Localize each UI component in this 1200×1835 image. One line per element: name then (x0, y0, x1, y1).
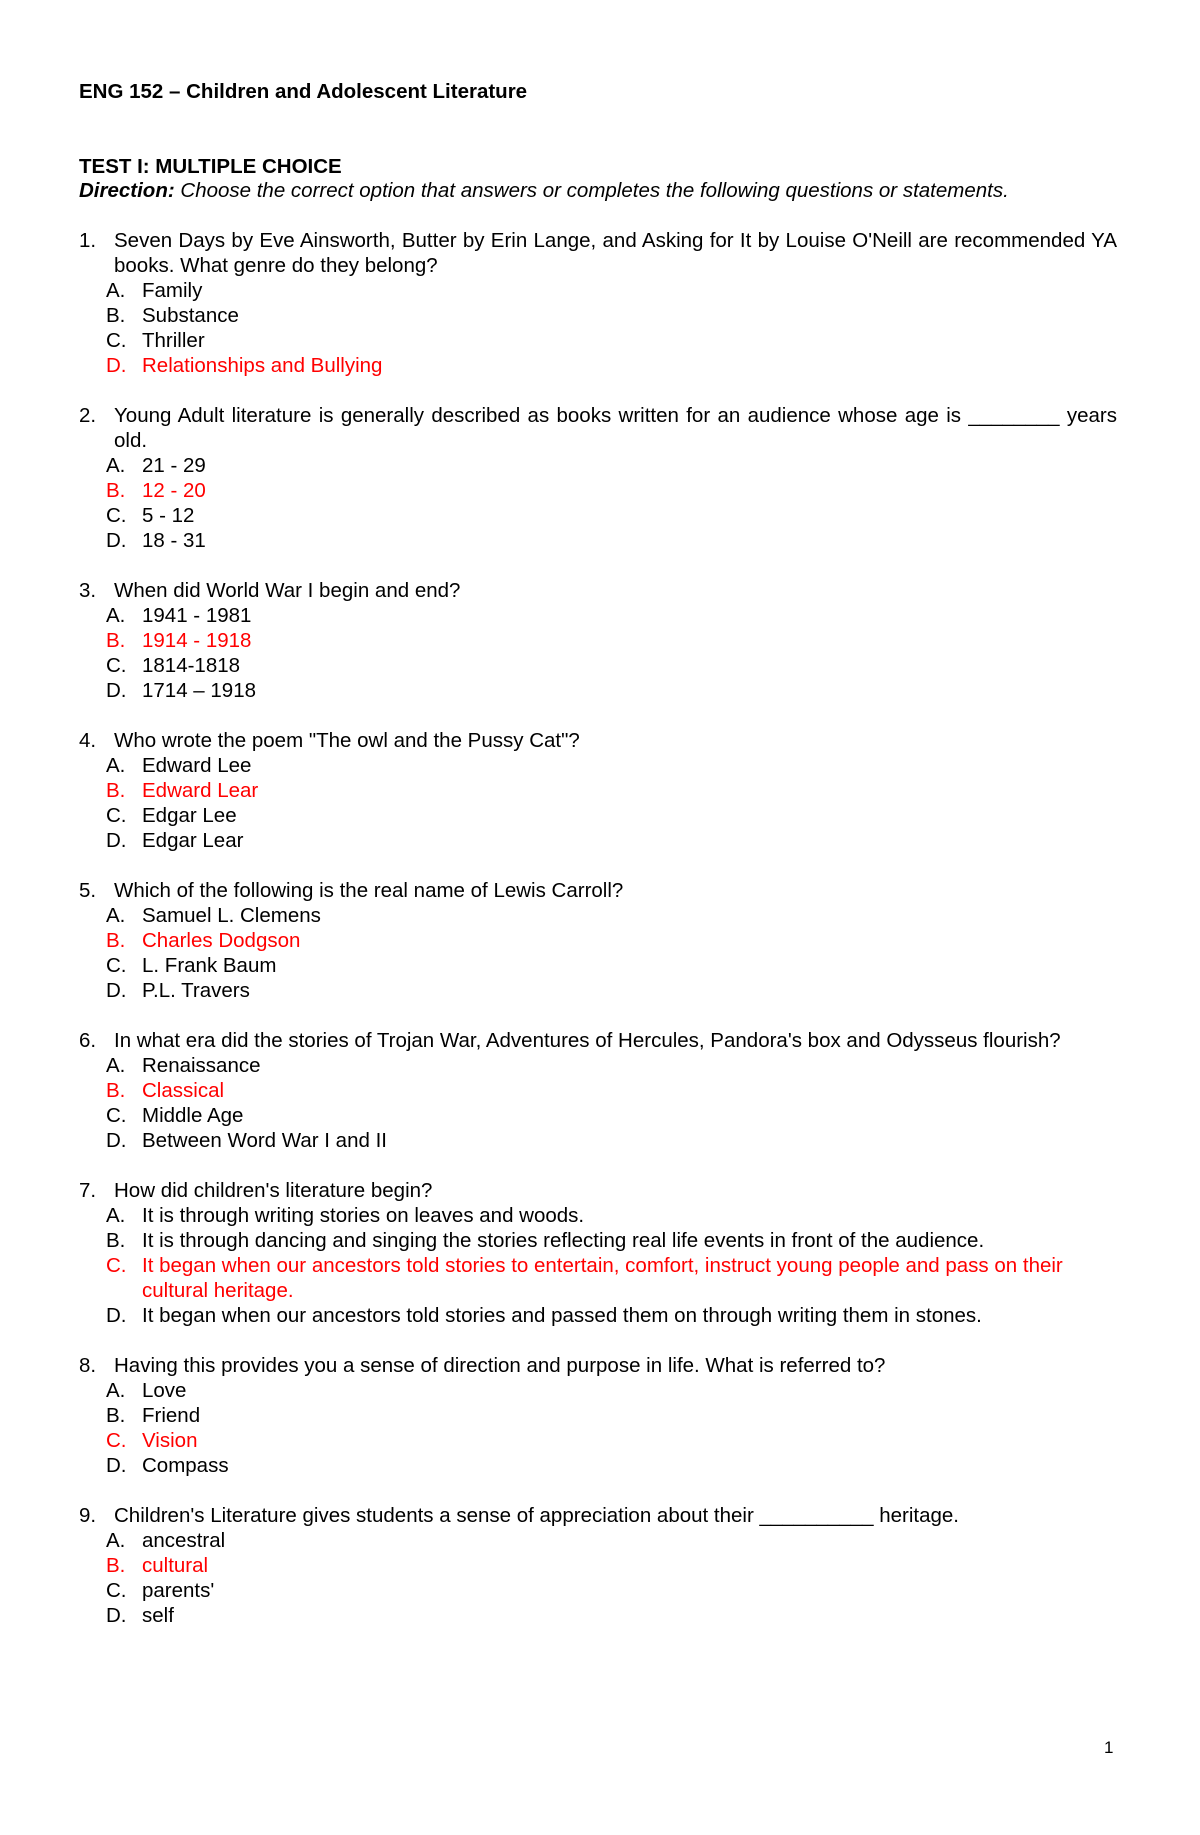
option-list (106, 753, 1117, 853)
option (106, 1603, 1117, 1628)
option-letter: D. (106, 1304, 127, 1327)
option-text: ancestral (142, 1529, 226, 1552)
option-letter: C. (106, 1254, 127, 1277)
option-correct-answer (106, 478, 1117, 503)
question-8 (79, 1353, 1117, 1478)
option-text: 1714 – 1918 (142, 679, 257, 702)
question-number: 3. (79, 579, 97, 602)
question-5 (79, 878, 1117, 1003)
option-text: P.L. Travers (142, 979, 250, 1002)
direction-text: Choose the correct option that answers or completes the following questions or statements. (174, 179, 1009, 202)
question-2 (79, 403, 1117, 553)
option-letter: A. (106, 1054, 126, 1077)
option (106, 803, 1117, 828)
option (106, 453, 1117, 478)
option-letter: C. (106, 329, 127, 352)
course-title: ENG 152 – Children and Adolescent Literature (79, 80, 528, 103)
question-text: In what era did the stories of Trojan War, Adventures of Hercules, Pandora's box and Odysseus flourish? (114, 1029, 1061, 1052)
option-letter: D. (106, 354, 127, 377)
option-list (106, 903, 1117, 1003)
option-text: Samuel L. Clemens (142, 904, 321, 927)
option (106, 828, 1117, 853)
question-number: 4. (79, 729, 97, 752)
option-letter: C. (106, 954, 127, 977)
option (106, 903, 1117, 928)
option-letter: B. (106, 1229, 126, 1252)
option (106, 1103, 1117, 1128)
option (106, 1578, 1117, 1603)
option (106, 1378, 1117, 1403)
option-text: cultural (142, 1554, 209, 1577)
option-text: 18 - 31 (142, 529, 206, 552)
option-letter: B. (106, 304, 126, 327)
option (106, 953, 1117, 978)
question-3 (79, 578, 1117, 703)
option-letter: D. (106, 979, 127, 1002)
option-text: Vision (142, 1429, 198, 1452)
option-list (106, 1528, 1117, 1628)
option-correct-answer (106, 1428, 1117, 1453)
option (106, 1203, 1117, 1228)
option-text: Friend (142, 1404, 201, 1427)
option-letter: D. (106, 529, 127, 552)
option-text: Family (142, 279, 203, 302)
option (106, 1053, 1117, 1078)
option-letter: C. (106, 1104, 127, 1127)
option-letter: D. (106, 1454, 127, 1477)
question-stem (79, 1028, 1117, 1053)
option (106, 978, 1117, 1003)
test-title: TEST I: MULTIPLE CHOICE (79, 155, 342, 178)
option-list (106, 603, 1117, 703)
question-text: How did children's literature begin? (114, 1179, 433, 1202)
option (106, 278, 1117, 303)
option-list (106, 1203, 1117, 1328)
option-text: 1814-1818 (142, 654, 241, 677)
option (106, 678, 1117, 703)
question-stem (79, 728, 1117, 753)
question-text: Which of the following is the real name of Lewis Carroll? (114, 879, 624, 902)
option (106, 1128, 1117, 1153)
option (106, 1453, 1117, 1478)
question-stem (79, 1353, 1117, 1378)
option (106, 1403, 1117, 1428)
option-text: Love (142, 1379, 187, 1402)
option-list (106, 453, 1117, 553)
option-letter: B. (106, 629, 126, 652)
question-text: Who wrote the poem "The owl and the Pussy Cat"? (114, 729, 580, 752)
option-letter: A. (106, 1204, 126, 1227)
option-letter: C. (106, 804, 127, 827)
option-list (106, 1378, 1117, 1478)
option (106, 303, 1117, 328)
option-text: 1941 - 1981 (142, 604, 252, 627)
option-letter: A. (106, 1379, 126, 1402)
option (106, 1228, 1117, 1253)
option (106, 328, 1117, 353)
option-text: 5 - 12 (142, 504, 195, 527)
question-stem (79, 228, 1117, 278)
option-text: Charles Dodgson (142, 929, 301, 952)
option-text: Relationships and Bullying (142, 354, 383, 377)
option-text: 21 - 29 (142, 454, 206, 477)
option-letter: C. (106, 1429, 127, 1452)
question-stem (79, 1178, 1117, 1203)
direction-label: Direction: (79, 179, 175, 202)
option-text: Compass (142, 1454, 229, 1477)
option-correct-answer (106, 778, 1117, 803)
option-letter: B. (106, 779, 126, 802)
option-letter: A. (106, 1529, 126, 1552)
question-stem (79, 578, 1117, 603)
question-4 (79, 728, 1117, 853)
option-correct-answer (106, 353, 1117, 378)
question-number: 9. (79, 1504, 97, 1527)
option (106, 653, 1117, 678)
option (106, 528, 1117, 553)
option-text: Edward Lee (142, 754, 252, 777)
option-text: Renaissance (142, 1054, 261, 1077)
question-stem (79, 1503, 1117, 1528)
option-text: L. Frank Baum (142, 954, 277, 977)
option-letter: C. (106, 654, 127, 677)
option (106, 503, 1117, 528)
option-letter: A. (106, 754, 126, 777)
option-text: Edgar Lee (142, 804, 237, 827)
option-text: 1914 - 1918 (142, 629, 252, 652)
option (106, 1303, 1117, 1328)
question-text: When did World War I begin and end? (114, 579, 461, 602)
page-number: 1 (1104, 1738, 1114, 1757)
question-number: 8. (79, 1354, 97, 1377)
question-text: Young Adult literature is generally described as books written for an audience whose age is ________ years old. (114, 404, 1117, 452)
option-text: Classical (142, 1079, 225, 1102)
question-number: 6. (79, 1029, 97, 1052)
question-6 (79, 1028, 1117, 1153)
option-text: It is through dancing and singing the stories reflecting real life events in front of the audience. (142, 1229, 985, 1252)
option-list (106, 278, 1117, 378)
option-letter: B. (106, 1079, 126, 1102)
question-text: Seven Days by Eve Ainsworth, Butter by Erin Lange, and Asking for It by Louise O'Neill are recommended YA books. What genre do they belong? (114, 229, 1117, 277)
option-correct-answer (106, 1078, 1117, 1103)
option-text: It began when our ancestors told stories and passed them on through writing them in stones. (142, 1304, 982, 1327)
option-text: Middle Age (142, 1104, 244, 1127)
option-letter: D. (106, 1604, 127, 1627)
option-letter: A. (106, 454, 126, 477)
option-text: Thriller (142, 329, 205, 352)
option (106, 1528, 1117, 1553)
option-text: Substance (142, 304, 239, 327)
question-stem (79, 878, 1117, 903)
option-text: Edward Lear (142, 779, 259, 802)
question-stem (79, 403, 1117, 453)
question-text: Children's Literature gives students a sense of appreciation about their __________ heritage. (114, 1504, 959, 1527)
option-letter: D. (106, 1129, 127, 1152)
option-list (106, 1053, 1117, 1153)
option-letter: C. (106, 504, 127, 527)
question-1 (79, 228, 1117, 378)
option-letter: B. (106, 1554, 126, 1577)
question-7 (79, 1178, 1117, 1328)
option-letter: A. (106, 279, 126, 302)
option-letter: D. (106, 829, 127, 852)
direction-line (79, 178, 1009, 203)
question-number: 1. (79, 229, 97, 252)
option-letter: D. (106, 679, 127, 702)
option-letter: C. (106, 1579, 127, 1602)
question-number: 7. (79, 1179, 97, 1202)
option-text: parents' (142, 1579, 215, 1602)
option-text: 12 - 20 (142, 479, 206, 502)
option-text: Edgar Lear (142, 829, 244, 852)
question-list (79, 228, 1117, 1653)
question-9 (79, 1503, 1117, 1628)
option-correct-answer (106, 628, 1117, 653)
option (106, 603, 1117, 628)
question-number: 2. (79, 404, 97, 427)
option-letter: B. (106, 929, 126, 952)
option-correct-answer (106, 1553, 1117, 1578)
option-text: Between Word War I and II (142, 1129, 387, 1152)
option-text: It began when our ancestors told stories to entertain, comfort, instruct young people and pass on their cultural heritage. (142, 1254, 1063, 1302)
option-text: It is through writing stories on leaves and woods. (142, 1204, 585, 1227)
option-letter: A. (106, 604, 126, 627)
option (106, 753, 1117, 778)
question-number: 5. (79, 879, 97, 902)
option-letter: B. (106, 1404, 126, 1427)
option-correct-answer (106, 1253, 1117, 1303)
option-correct-answer (106, 928, 1117, 953)
option-letter: B. (106, 479, 126, 502)
option-letter: A. (106, 904, 126, 927)
question-text: Having this provides you a sense of direction and purpose in life. What is referred to? (114, 1354, 886, 1377)
option-text: self (142, 1604, 174, 1627)
